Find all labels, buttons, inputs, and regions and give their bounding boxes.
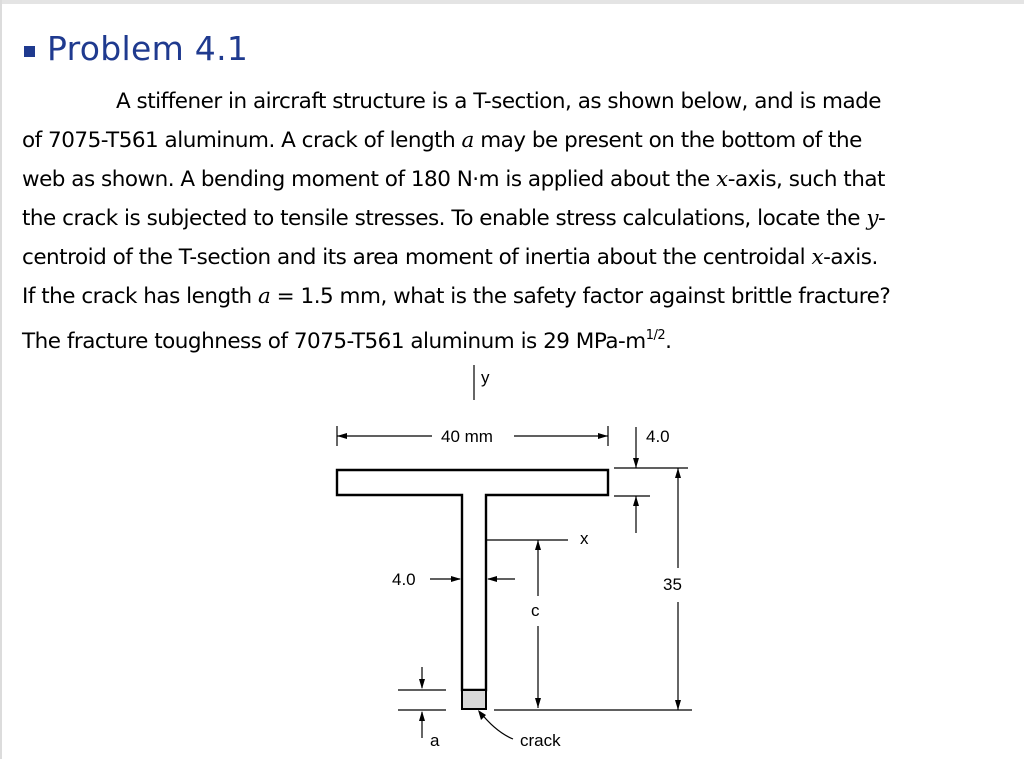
centroid-distance-label: c [531, 601, 540, 620]
exponent: 1/2 [645, 328, 666, 343]
flange-thickness-label: 4.0 [646, 427, 670, 446]
flange-width-label: 40 mm [441, 427, 493, 446]
statement-line-2: of 7075-T561 aluminum. A crack of length a may be present on the bottom of the [22, 128, 862, 153]
arrowhead-icon [419, 711, 425, 721]
arrowhead-icon [419, 679, 425, 689]
x-axis-label: x [580, 529, 589, 548]
arrowhead-icon [337, 433, 347, 439]
variable-y: y [866, 206, 878, 231]
arrowhead-icon [598, 433, 608, 439]
height-label: 35 [663, 575, 682, 594]
arrowhead-icon [633, 496, 639, 506]
arrowhead-icon [675, 700, 681, 710]
statement-line-6: If the crack has length a = 1.5 mm, what is the safety factor against brittle fracture? [22, 284, 891, 309]
arrowhead-icon [535, 540, 541, 550]
web-thickness-label: 4.0 [392, 570, 416, 589]
statement-line-7: The fracture toughness of 7075-T561 aluminum is 29 MPa-$m^{1/2}$. [22, 328, 672, 354]
statement-line-1: A stiffener in aircraft structure is a T-section, as shown below, and is made [116, 89, 881, 114]
statement-line-4: the crack is subjected to tensile stresses. To enable stress calculations, locate the y- [22, 206, 886, 231]
variable-x: x [716, 167, 728, 192]
statement-line-3: web as shown. A bending moment of 180 N·m is applied about the x-axis, such that [22, 167, 885, 192]
crack-label: crack [520, 731, 561, 750]
arrowhead-icon [633, 458, 639, 468]
y-axis-label: y [481, 368, 490, 387]
t-section-outline [337, 470, 608, 690]
arrowhead-icon [675, 468, 681, 478]
crack-depth-label: a [430, 731, 440, 750]
variable-a: a [258, 284, 271, 309]
arrowhead-icon [451, 576, 461, 582]
crack-region [462, 690, 486, 709]
arrowhead-icon [487, 576, 497, 582]
arrowhead-icon [535, 698, 541, 708]
variable-a: a [461, 128, 474, 153]
variable-x: x [811, 245, 824, 270]
problem-title: Problem 4.1 [47, 28, 249, 68]
statement-line-5: centroid of the T-section and its area moment of inertia about the centroidal x-axis. [22, 245, 878, 270]
